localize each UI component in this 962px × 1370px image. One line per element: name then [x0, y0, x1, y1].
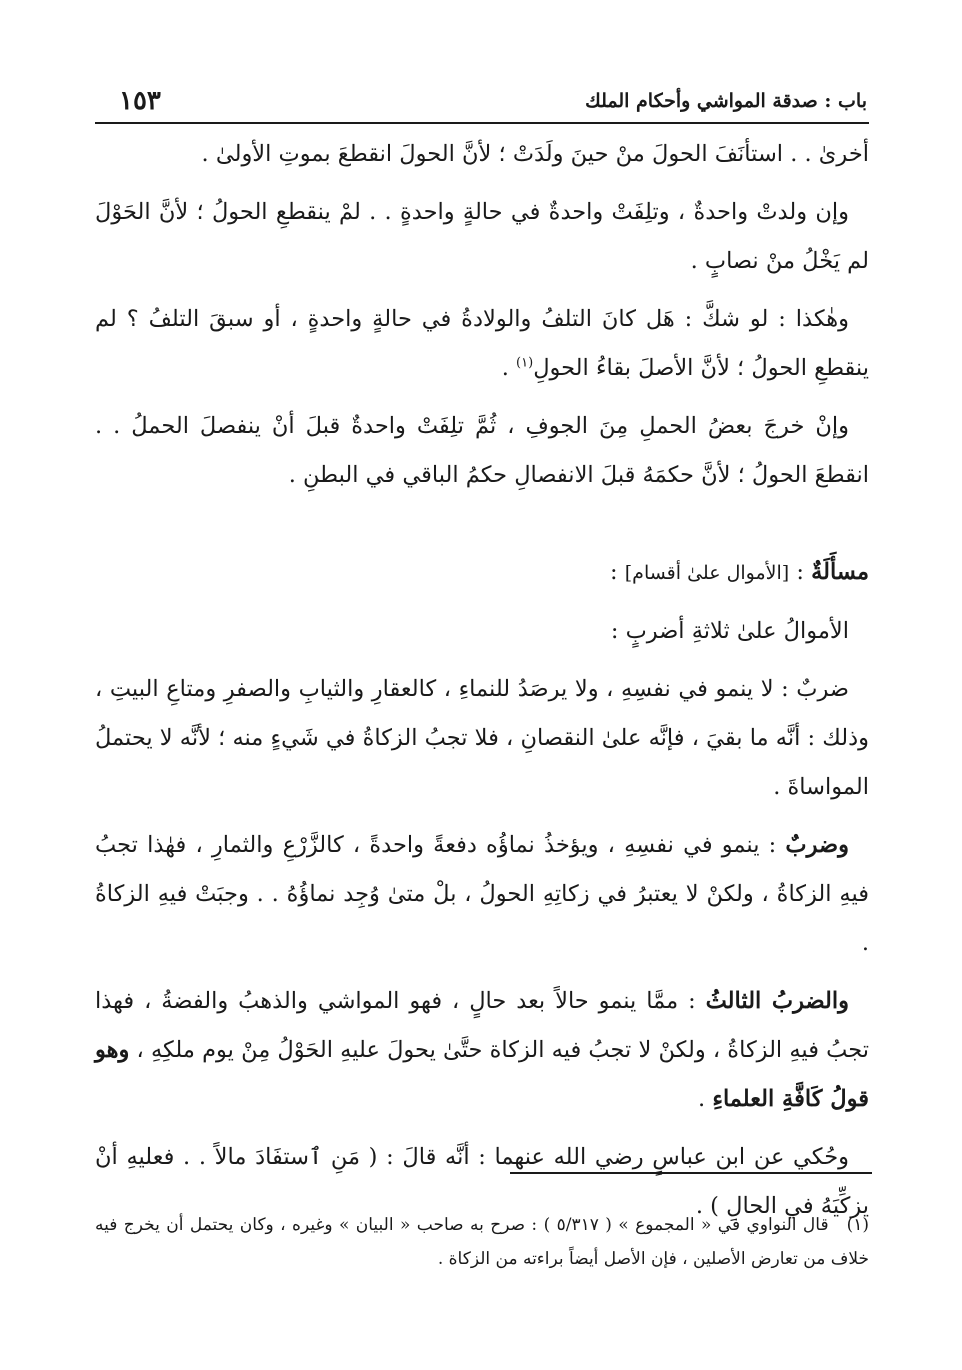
- issue-label: مسأَلَةٌ: [811, 559, 869, 585]
- footnote: [95, 1208, 869, 1276]
- paragraph-type-two: [95, 821, 869, 968]
- issue-heading: [95, 548, 869, 598]
- running-head: [95, 80, 869, 120]
- type-three-text: : ممَّا ينمو حالاً بعد حالٍ ، فهو المواشي والذهبُ والفضةُ ، فهذا تجبُ فيهِ الزكاةُ ، ولكنْ لا تجبُ فيه الزكاة حتَّىٰ يحولَ عليهِ الحَوْلُ مِنْ يوم ملكِهِ ،: [95, 988, 869, 1063]
- main-text: [95, 130, 869, 1240]
- header-divider: [95, 122, 869, 124]
- type-three-end: .: [698, 1086, 713, 1112]
- footnote-divider: [510, 1172, 872, 1174]
- issue-colon: :: [789, 559, 812, 585]
- paragraph-doubt: [95, 295, 869, 393]
- type-two-text: : ينمو في نفسِهِ ، ويؤخذُ نماؤُه دفعةً واحدةً ، كالزَّرْعِ والثمارِ ، فهٰذا تجبُ فيهِ الزكاةُ ، ولكنْ لا يعتبرُ في زكاتِهِ الحولُ ، بلْ متىٰ وُجِد نماؤُهُ . . وجبَتْ فيهِ الزكاةُ .: [95, 832, 869, 956]
- type-two-label: وضربٌ: [785, 832, 849, 858]
- paragraph-three-types: الأموالُ علىٰ ثلاثةِ أضربٍ :: [610, 618, 849, 644]
- paragraph-type-one: ضربٌ : لا ينمو في نفسِهِ ، ولا يرصَدُ للنماءِ ، كالعقارِ والثيابِ والصفرِ ومتاعِ البيتِ ، وذلك : أنَّه ما بقيَ ، فإنَّه علىٰ النقصانِ ، فلا تجبُ الزكاةُ في شَيءٍ منه ؛ لأنَّه لا يحتملُ المواساةَ .: [95, 676, 869, 800]
- issue-title: [الأموال علىٰ أقسام]: [624, 562, 790, 584]
- issue-end: :: [610, 559, 625, 585]
- chapter-title: باب : صدقة المواشي وأحكام الملك: [585, 90, 867, 112]
- paragraph-doubt-text: وهٰكذا : لو شكَّ : هَل كانَ التلفُ والولادةُ في حالةٍ واحدةٍ ، أو سبقَ التلفُ ؟ لم ينقطعِ الحولُ ؛ لأنَّ الأصلَ بقاءُ الحولِ: [95, 306, 869, 381]
- paragraph-continuation: أخرىٰ . . استأنَفَ الحولَ منْ حينَ ولَدَتْ ؛ لأنَّ الحولَ انقطعَ بموتِ الأولىٰ .: [201, 141, 869, 167]
- paragraph-doubt-end: .: [501, 355, 517, 381]
- type-three-consensus: وهو قولُ كَافَّةِ العلماءِ: [95, 1037, 869, 1112]
- paragraph-type-three: [95, 977, 869, 1124]
- paragraph-twin-birth: وإن ولدتْ واحدةٌ ، وتلِفَتْ واحدةٌ في حالةٍ واحدةٍ . . لمْ ينقطعِ الحولُ ؛ لأنَّ الحَوْلَ لم يَخْلُ منْ نصابٍ .: [95, 199, 869, 274]
- page-number: ١٥٣: [119, 86, 161, 116]
- paragraph-ibn-abbas: وحُكي عن ابن عباسٍ رضي الله عنهما : أنَّه قالَ : ( مَنِ ٱستفَادَ مالاً . . فعليهِ أنْ يزكِّيَهُ في الحالِ ) .: [95, 1144, 869, 1219]
- footnote-number: (١): [846, 1215, 870, 1235]
- footnote-text: قال النواوي في « المجموع » ( ٥/٣١٧ ) : صرح به صاحب « البيان » وغيره ، وكان يحتمل أن يخرج فيه خلاف من تعارض الأصلين ، فإن الأصل أيضاً براءته من الزكاة .: [95, 1215, 869, 1269]
- footnote-reference[interactable]: (١): [516, 355, 534, 371]
- paragraph-partial-birth: وإنْ خرجَ بعضُ الحملِ مِنَ الجوفِ ، ثُمَّ تلِفَتْ واحدةٌ قبلَ أنْ ينفصلَ الحملُ . . انقطعَ الحولُ ؛ لأنَّ حكمَهُ قبلَ الانفصالِ حكمُ الباقي في البطنِ .: [95, 413, 869, 488]
- type-three-label: والضربُ الثالثُ: [705, 988, 849, 1014]
